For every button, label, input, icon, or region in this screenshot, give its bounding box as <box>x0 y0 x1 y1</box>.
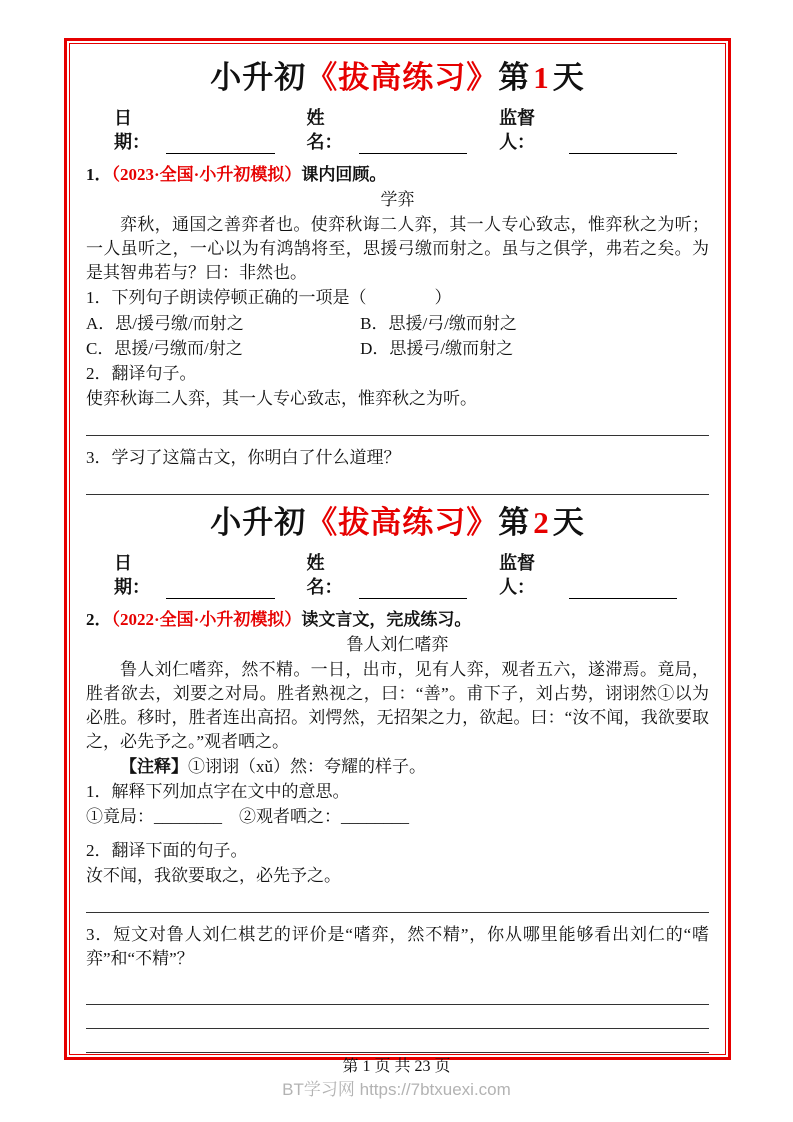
day1-subquestion-3: 3．学习了这篇古文，你明白了什么道理？ <box>86 448 401 467</box>
date-field <box>114 106 275 154</box>
day2-info-fields <box>86 551 709 599</box>
day2-subquestion-3: 3．短文对鲁人刘仁棋艺的评价是“嗜弈，然不精”，你从哪里能够看出刘仁的“嗜弈”和“不精”？ <box>86 925 709 968</box>
supervisor-blank-line <box>569 579 677 599</box>
day2-title-book: 《拔高练习》 <box>306 505 499 540</box>
name-label: 姓名： <box>306 553 343 597</box>
answer-blank-line <box>86 412 709 436</box>
date-blank-line <box>166 579 274 599</box>
day2-title-mid: 第 <box>498 505 531 540</box>
name-label: 姓名： <box>306 108 343 152</box>
day1-title-book: 《拔高练习》 <box>306 60 499 95</box>
supervisor-field <box>499 551 677 599</box>
name-blank-line <box>359 579 467 599</box>
question1-header <box>86 162 709 187</box>
question2-header <box>86 607 709 632</box>
question2-number: 2． <box>86 610 112 629</box>
supervisor-label: 监督人： <box>499 553 536 597</box>
date-label: 日期： <box>114 108 150 152</box>
day2-note <box>86 755 709 779</box>
day2-passage-text: 鲁人刘仁嗜弈，然不精。一日，出市，见有人弈，观者五六，遂滞焉。竟局，胜者欲去，刘要之对局。胜者熟视之，曰：“善”。甫下子，刘占势，诩诩然①以为必胜。移时，胜者连出高招。刘愕然，无招架之力，欲起。曰：“汝不闻，我欲要取之，必先予之。”观者哂之。 <box>86 660 709 751</box>
question1-instruction: 课内回顾。 <box>301 165 387 184</box>
day1-info-fields <box>86 106 709 154</box>
option-b: B．思援/弓/缴而射之 <box>360 314 517 333</box>
supervisor-label: 监督人： <box>499 108 536 152</box>
day2-passage-title: 鲁人刘仁嗜弈 <box>346 635 449 654</box>
day1-subquestion-2: 2．翻译句子。 <box>86 364 197 383</box>
day1-title-mid: 第 <box>498 60 531 95</box>
answer-blank-line <box>86 889 709 913</box>
day1-title <box>86 58 709 98</box>
answer-blank-line <box>86 471 709 495</box>
option-c: C．思援/弓缴而/射之 <box>86 339 243 358</box>
day1-subquestion-1: 1．下列句子朗读停顿正确的一项是（ ） <box>86 288 452 307</box>
option-a: A．思/援弓缴/而射之 <box>86 314 244 333</box>
name-blank-line <box>359 134 467 154</box>
day1-title-prefix: 小升初 <box>210 60 307 95</box>
day1-subquestion-2-sentence: 使弈秋诲二人弈，其一人专心致志，惟弈秋之为听。 <box>86 389 477 408</box>
question2-instruction: 读文言文，完成练习。 <box>301 610 472 629</box>
question1-source-tag: （2023·全国·小升初模拟） <box>111 165 302 184</box>
date-field <box>114 551 275 599</box>
day2-subquestion-2: 2．翻译下面的句子。 <box>86 841 248 860</box>
supervisor-blank-line <box>569 134 677 154</box>
day1-section <box>86 58 709 495</box>
date-label: 日期： <box>114 553 150 597</box>
day1-title-suffix: 天 <box>552 60 585 95</box>
day2-subquestion-1-blanks: ①竟局：________ ②观者哂之：________ <box>86 807 409 826</box>
day2-section <box>86 503 709 1055</box>
page-border-frame <box>64 38 731 1060</box>
day1-passage-text: 弈秋，通国之善弈者也。使弈秋诲二人弈，其一人专心致志，惟弈秋之为听；一人虽听之，一心以为有鸿鹄将至，思援弓缴而射之。虽与之俱学，弗若之矣。为是其智弗若与？曰：非然也。 <box>86 215 709 282</box>
name-field <box>307 106 468 154</box>
option-d: D．思援弓/缴而射之 <box>360 339 514 358</box>
day2-title <box>86 503 709 543</box>
day1-title-number: 1 <box>533 60 550 95</box>
day2-title-suffix: 天 <box>552 505 585 540</box>
answer-blank-line <box>86 981 709 1005</box>
question1-number: 1． <box>86 165 112 184</box>
answer-blank-line <box>86 1005 709 1029</box>
day2-title-number: 2 <box>533 505 550 540</box>
note-text: ①诩诩（xǔ）然：夸耀的样子。 <box>188 757 426 776</box>
day2-title-prefix: 小升初 <box>210 505 307 540</box>
question2-source-tag: （2022·全国·小升初模拟） <box>111 610 302 629</box>
day1-passage-title: 学弈 <box>380 190 415 209</box>
note-label: 【注释】 <box>120 757 188 776</box>
day2-subquestion-1: 1．解释下列加点字在文中的意思。 <box>86 782 350 801</box>
day2-subquestion-2-sentence: 汝不闻，我欲要取之，必先予之。 <box>86 866 341 885</box>
name-field <box>307 551 468 599</box>
supervisor-field <box>499 106 677 154</box>
page-footer: 第 1 页 共 23 页 <box>342 1058 451 1075</box>
day1-options <box>86 311 709 361</box>
answer-blank-line <box>86 1029 709 1053</box>
page-border-inner <box>69 43 726 1055</box>
date-blank-line <box>166 134 274 154</box>
site-watermark: BT学习网 https://7btxuexi.com <box>282 1080 511 1099</box>
